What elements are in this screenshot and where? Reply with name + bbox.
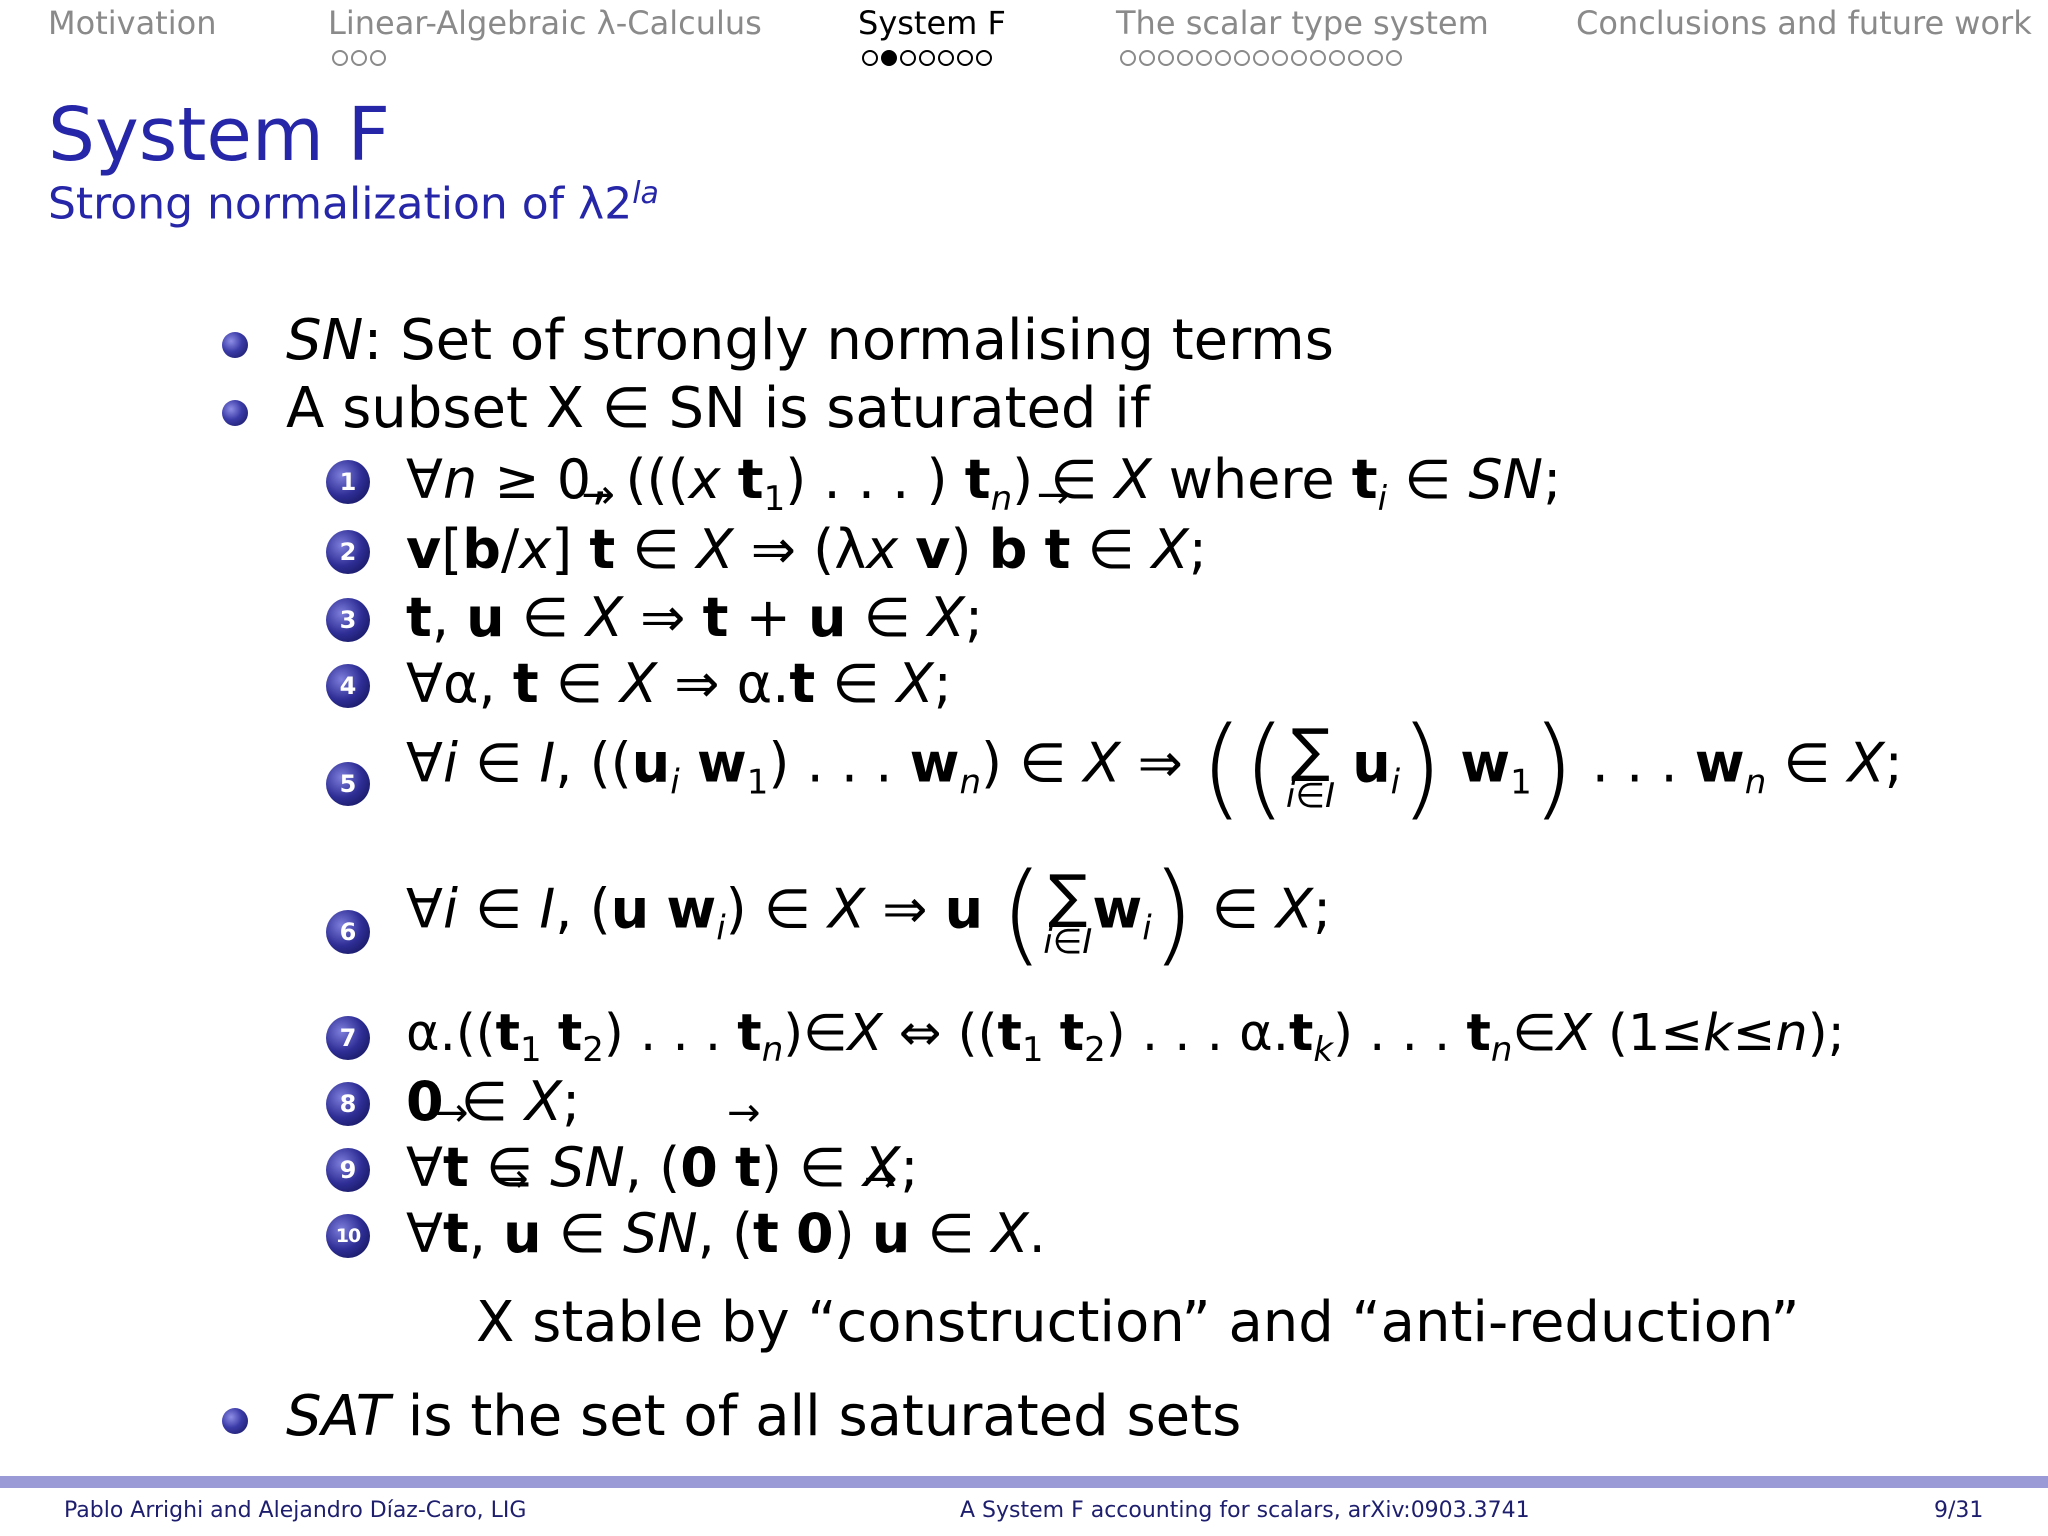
nav-dot[interactable]	[957, 50, 973, 66]
bullet-sat-text: is the set of all saturated sets	[390, 1384, 1242, 1449]
enum-number-5: 5	[326, 762, 370, 806]
nav-dot[interactable]	[370, 50, 386, 66]
nav-dot-current[interactable]	[881, 50, 897, 66]
condition-8: 0 ∈ X;	[406, 1070, 581, 1133]
footer-bar	[0, 1476, 2048, 1488]
condition-9: ∀→ t ∈ SN, (0 → t) ∈ X;	[406, 1136, 918, 1199]
nav-dot[interactable]	[1158, 50, 1174, 66]
slide-subtitle	[48, 176, 659, 230]
condition-2: v[b/x] → t ∈ X ⇒ (λx v) b → t ∈ X;	[406, 518, 1207, 581]
nav-dot[interactable]	[332, 50, 348, 66]
enum-number-9: 9	[326, 1148, 370, 1192]
nav-dot[interactable]	[351, 50, 367, 66]
nav-dots-linear-algebraic	[332, 50, 389, 66]
enum-number-2: 2	[326, 530, 370, 574]
condition-5: ∀i ∈ I, (($u_i$ $w_1$) . . . $w_n$) ∈ X ⇒ (( ∑ i∈I $u_i$) $w_1$) . . . $w_n$ ∈ X;	[406, 703, 1903, 831]
nav-dot[interactable]	[900, 50, 916, 66]
nav-section-motivation[interactable]: Motivation	[48, 4, 217, 42]
enum-number-3: 3	[326, 598, 370, 642]
enum-number-4: 4	[326, 664, 370, 708]
footer-talk-title: A System F accounting for scalars, arXiv:0903.3741	[960, 1498, 1530, 1523]
bullet-icon	[222, 400, 248, 426]
nav-dot[interactable]	[862, 50, 878, 66]
footer-authors: Pablo Arrighi and Alejandro Díaz-Caro, LIG	[64, 1498, 527, 1523]
slide-title: System F	[48, 92, 391, 178]
bullet-icon	[222, 1408, 248, 1434]
enum-number-6: 6	[326, 910, 370, 954]
nav-dot[interactable]	[1234, 50, 1250, 66]
condition-1: ∀n ≥ 0, (((x $t_1$) . . . ) $t_n$) ∈ X where $t_i$ ∈ SN;	[406, 448, 1562, 519]
enum-number-1: 1	[326, 460, 370, 504]
bullet-sat	[286, 1384, 1241, 1449]
sn-symbol: SN	[286, 308, 364, 373]
nav-section-linear-algebraic[interactable]: Linear-Algebraic λ-Calculus	[328, 4, 762, 42]
nav-dots-scalar-type-system	[1120, 50, 1405, 66]
nav-dot[interactable]	[1310, 50, 1326, 66]
nav-dot[interactable]	[976, 50, 992, 66]
condition-6: ∀i ∈ I, (u $w_i$) ∈ X ⇒ u ( ∑ $i\in Iw_i$) ∈ X;	[406, 849, 1332, 977]
nav-dot[interactable]	[1386, 50, 1402, 66]
nav-dot[interactable]	[1329, 50, 1345, 66]
section-navigation	[0, 0, 2048, 80]
nav-section-conclusions[interactable]: Conclusions and future work	[1576, 4, 2032, 42]
nav-dot[interactable]	[1253, 50, 1269, 66]
condition-10: ∀t, → u ∈ SN, (t 0) → u ∈ X.	[406, 1202, 1046, 1265]
subtitle-superscript: la	[632, 176, 659, 211]
nav-dot[interactable]	[1272, 50, 1288, 66]
nav-dot[interactable]	[1215, 50, 1231, 66]
enum-number-10: 10	[326, 1214, 370, 1258]
bullet-icon	[222, 332, 248, 358]
bullet-sn-text: : Set of strongly normalising terms	[363, 308, 1334, 373]
nav-dot[interactable]	[1196, 50, 1212, 66]
stability-statement: X stable by “construction” and “anti-reduction”	[476, 1290, 1800, 1355]
enum-number-8: 8	[326, 1082, 370, 1126]
nav-dot[interactable]	[1139, 50, 1155, 66]
bullet-saturated: A subset X ∈ SN is saturated if	[286, 376, 1150, 441]
nav-dot[interactable]	[938, 50, 954, 66]
subtitle-text: Strong normalization of λ2	[48, 178, 633, 230]
nav-dot[interactable]	[1348, 50, 1364, 66]
nav-dot[interactable]	[1120, 50, 1136, 66]
nav-section-system-f[interactable]: System F	[858, 4, 1006, 42]
nav-dot[interactable]	[919, 50, 935, 66]
footer-page-number: 9/31	[1934, 1498, 1984, 1523]
condition-3: t, u ∈ X ⇒ t + u ∈ X;	[406, 586, 984, 649]
condition-7: $\alpha.((t_1$ $t_2$) . . . $t_n)\in X$ ⇔ (($t_1$ $t_2$) . . . $\alpha.t_k$) . . . $t_n\in X$ (1≤k≤n);	[406, 1004, 1845, 1071]
nav-dots-system-f	[862, 50, 995, 66]
nav-dot[interactable]	[1291, 50, 1307, 66]
enum-number-7: 7	[326, 1016, 370, 1060]
sat-symbol: SAT	[286, 1384, 390, 1449]
bullet-sn	[286, 308, 1334, 373]
condition-4: ∀α, t ∈ X ⇒ α.t ∈ X;	[406, 652, 952, 715]
nav-section-scalar-type-system[interactable]: The scalar type system	[1116, 4, 1489, 42]
nav-dot[interactable]	[1177, 50, 1193, 66]
nav-dot[interactable]	[1367, 50, 1383, 66]
